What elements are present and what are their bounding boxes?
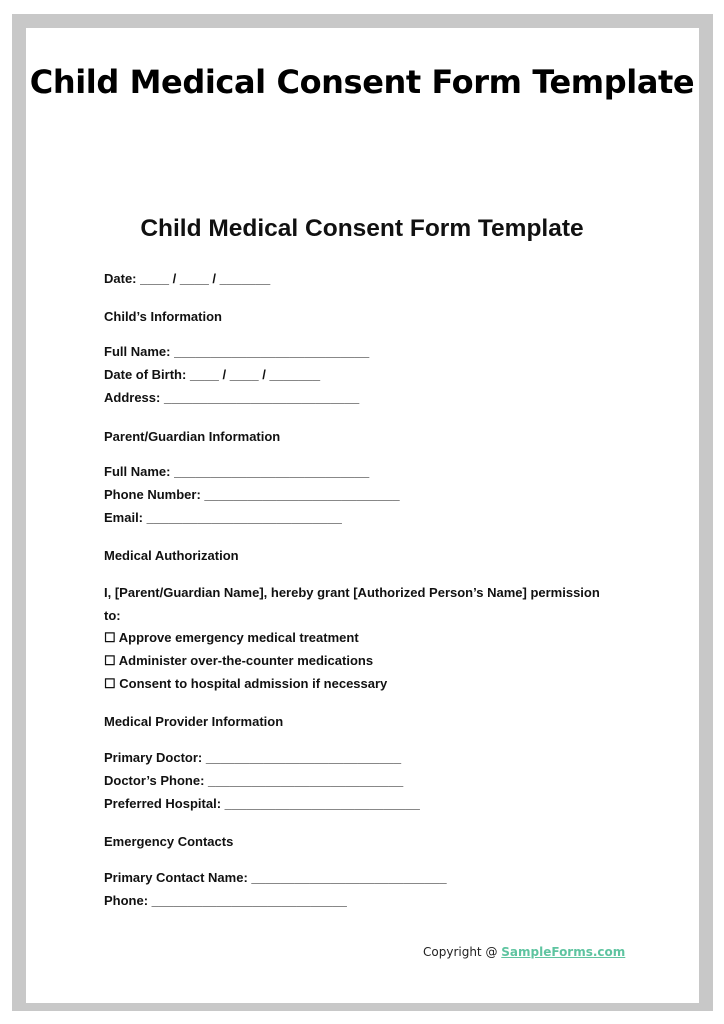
preferred-hospital-field[interactable]: Preferred Hospital: ___________________________ xyxy=(104,796,420,811)
checkbox-otc-medications[interactable]: ☐ Administer over-the-counter medications xyxy=(104,653,374,668)
form-title: Child Medical Consent Form Template xyxy=(140,215,584,242)
child-dob-field[interactable]: Date of Birth: ____ / ____ / _______ xyxy=(104,367,321,382)
section-heading-child: Child’s Information xyxy=(104,309,222,324)
copyright-notice xyxy=(423,944,625,960)
child-address-field[interactable]: Address: ___________________________ xyxy=(104,390,360,405)
authorization-statement: I, [Parent/Guardian Name], hereby grant [Authorized Person’s Name] permission xyxy=(104,585,600,600)
section-heading-authorization: Medical Authorization xyxy=(104,548,239,563)
checkbox-hospital-admission[interactable]: ☐ Consent to hospital admission if necessary xyxy=(104,676,388,691)
copyright-prefix: Copyright @ xyxy=(423,945,502,959)
section-heading-provider: Medical Provider Information xyxy=(104,714,284,729)
checkbox-emergency-treatment[interactable]: ☐ Approve emergency medical treatment xyxy=(104,630,359,645)
parent-full-name-field[interactable]: Full Name: ___________________________ xyxy=(104,464,370,479)
parent-email-field[interactable]: Email: ___________________________ xyxy=(104,510,342,525)
primary-contact-name-field[interactable]: Primary Contact Name: ___________________________ xyxy=(104,870,447,885)
parent-phone-field[interactable]: Phone Number: ___________________________ xyxy=(104,487,400,502)
child-full-name-field[interactable]: Full Name: ___________________________ xyxy=(104,344,370,359)
emergency-phone-field[interactable]: Phone: ___________________________ xyxy=(104,893,347,908)
section-heading-emergency: Emergency Contacts xyxy=(104,834,234,849)
doctor-phone-field[interactable]: Doctor’s Phone: ___________________________ xyxy=(104,773,404,788)
primary-doctor-field[interactable]: Primary Doctor: ___________________________ xyxy=(104,750,402,765)
brand-link[interactable]: SampleForms.com xyxy=(501,945,626,959)
date-field[interactable]: Date: ____ / ____ / _______ xyxy=(104,271,271,286)
authorization-statement-cont: to: xyxy=(104,608,121,623)
section-heading-parent: Parent/Guardian Information xyxy=(104,429,281,444)
page-title: Child Medical Consent Form Template xyxy=(29,63,695,101)
